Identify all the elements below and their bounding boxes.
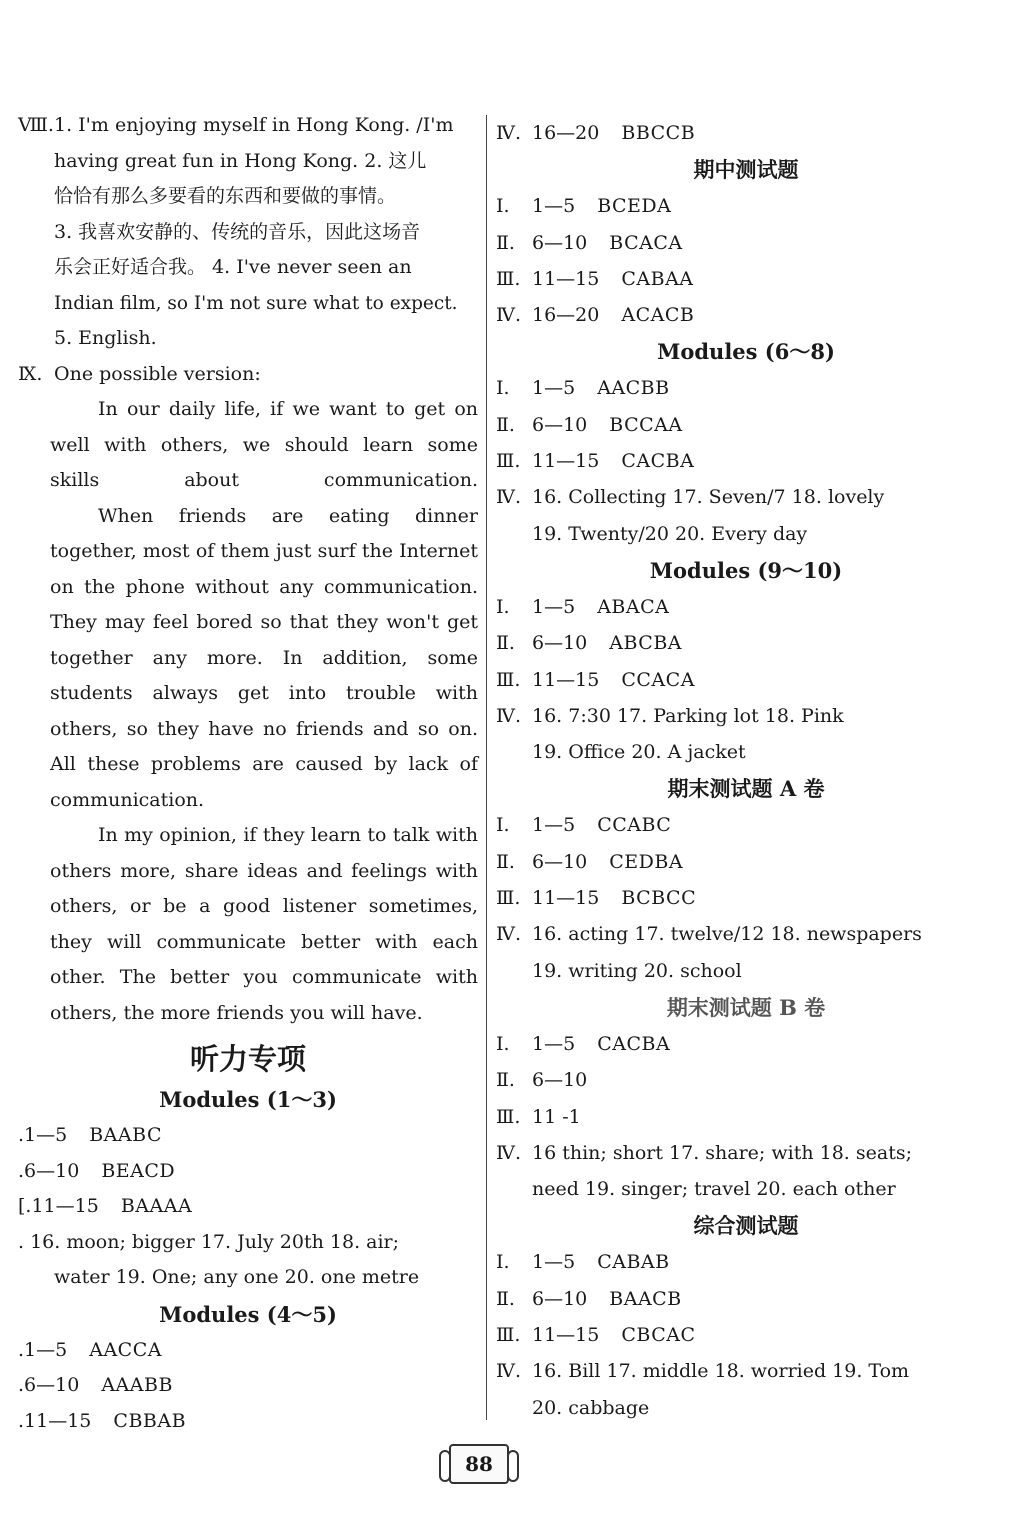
text-line: 16. acting 17. twelve/12 18. newspapers [532,923,922,946]
roman-label: Ⅳ. [496,704,522,727]
left-column [18,108,478,1439]
text-line: 1. I'm enjoying myself in Hong Kong. /I'm [54,114,454,136]
text-line: water 19. One; any one 20. one metre [54,1266,420,1288]
text-line: . 16. moon; bigger 17. July 20th 18. air; [18,1230,400,1253]
right-column [496,115,996,1426]
modules-9-10 [496,552,996,770]
answer: CABAB [597,1251,670,1274]
roman-label: Ⅱ. [496,231,515,254]
essay-intro: One possible version: [54,362,261,385]
answer: AACCA [89,1338,162,1361]
answer: CACBA [621,450,695,473]
final-test-b [496,989,996,1207]
range: 6—10 [532,850,588,873]
range: 6—10 [532,231,588,254]
listening-title: 听力专项 [189,1042,306,1076]
range: 11—15 [532,267,600,290]
text-line: 16. Bill 17. middle 18. worried 19. Tom [532,1360,910,1383]
range: 11—15 [532,450,600,473]
section-ix [18,357,478,1032]
modules-1-3 [18,1081,478,1296]
roman-label: Ⅳ. [496,1360,522,1383]
answer: BAAAA [120,1195,193,1217]
text-line: 5. English. [54,327,157,349]
text-line: 3. 我喜欢安静的、传统的音乐，因此这场音 [54,220,421,243]
range: 11 -1 [532,1105,581,1128]
text-line: 恰恰有那么多要看的东西和要做的事情。 [54,185,397,207]
page-number: 88 [449,1444,509,1484]
answer: BEACD [101,1159,176,1182]
range: .1—5 [18,1124,68,1146]
answer: ACACB [621,304,695,327]
answer-row [496,115,996,151]
section-viii [18,108,478,357]
range: 11—15 [532,887,600,910]
roman-label: Ⅷ. [18,114,54,136]
answer: BCBCC [621,887,697,910]
section-title: 期末测试题 A 卷 [667,776,825,802]
roman-label: Ⅱ. [496,413,515,436]
roman-label: Ⅳ. [496,304,522,327]
answer: ABCBA [609,632,683,655]
answer: CBCAC [621,1324,696,1347]
section-title: Modules (6～8) [657,339,835,365]
text-line: need 19. singer; travel 20. each other [532,1178,896,1201]
section-title: 期末测试题 B 卷 [666,994,826,1020]
text-line: Indian film, so I'm not sure what to expect. [54,292,458,314]
range: .6—10 [18,1374,80,1396]
midterm-section [496,151,996,333]
answer: AACBB [597,377,670,400]
roman-label: Ⅰ. [496,1032,510,1055]
roman-label: Ⅲ. [496,1324,521,1347]
modules-6-8 [496,333,996,551]
text-line: 16 thin; short 17. share; with 18. seats; [532,1141,912,1164]
text-line: 19. writing 20. school [532,959,742,982]
section-title: Modules (1～3) [159,1087,337,1112]
answer: BAABC [89,1124,162,1146]
range: 1—5 [532,195,576,218]
range: 6—10 [532,1287,588,1310]
roman-label: Ⅱ. [496,850,515,873]
roman-label: Ⅲ. [496,450,521,473]
answer: CABAA [621,267,694,290]
essay-paragraph: When friends are eating dinner together, most of them just surf the Internet on the phone without any communication. They may feel bored so that they won't get together any more. In addition, some students always get into trouble with others, so they have no friends and so on. All these problems are caused by lack of communication. [50,504,478,811]
text-line: 乐会正好适合我。 4. I've never seen an [54,256,412,278]
answer: CACBA [597,1032,671,1055]
roman-label: Ⅳ. [496,122,522,144]
essay-paragraph: In my opinion, if they learn to talk with others more, share ideas and feelings with others, or be a good listener sometimes, they will communicate better with each other. The better you communicate with others, the more friends you will have. [50,824,478,1024]
answer: ABACA [597,595,670,618]
roman-label: Ⅲ. [496,668,521,691]
range: 11—15 [532,1324,600,1347]
answer: CBBAB [113,1409,187,1432]
range: 11—15 [532,668,600,691]
range: 16—20 [532,304,600,327]
roman-label: Ⅸ. [18,362,43,385]
answer: BBCCB [621,122,696,144]
text-line: 19. Twenty/20 20. Every day [532,522,808,545]
roman-label: Ⅰ. [496,377,510,400]
roman-label: Ⅳ. [496,923,522,946]
text-line: 20. cabbage [532,1396,650,1419]
answer: AAABB [101,1374,173,1396]
roman-label: Ⅱ. [496,1069,515,1092]
answer: BCCAA [609,413,683,436]
section-title: 期中测试题 [693,157,799,183]
answer: CCABC [597,814,672,837]
answer: CCACA [621,668,695,691]
answer: CEDBA [609,850,684,873]
range: 6—10 [532,1069,588,1092]
range: .1—5 [18,1338,68,1361]
range: 6—10 [532,413,588,436]
range: 1—5 [532,1032,576,1055]
section-title: Modules (4～5) [159,1301,337,1327]
text-line: 19. Office 20. A jacket [532,741,746,764]
roman-label: Ⅲ. [496,1105,521,1128]
range: 16—20 [532,122,600,144]
section-title: Modules (9～10) [649,557,843,583]
range: 1—5 [532,1251,576,1274]
final-test-a [496,770,996,988]
roman-label: Ⅳ. [496,1141,522,1164]
roman-label: Ⅰ. [496,814,510,837]
roman-label: Ⅰ. [496,195,510,218]
answer: BCACA [609,231,683,254]
range: 6—10 [532,632,588,655]
column-divider [486,115,487,1420]
roman-label: Ⅱ. [496,632,515,655]
range: .6—10 [18,1159,80,1182]
answer: BCEDA [597,195,672,218]
answer: BAACB [609,1287,682,1310]
roman-label: Ⅳ. [496,486,522,509]
text-line: 16. 7:30 17. Parking lot 18. Pink [532,704,844,727]
roman-label: Ⅲ. [496,887,521,910]
range: [.11—15 [18,1195,99,1217]
range: .11—15 [18,1409,92,1432]
section-title: 综合测试题 [693,1213,799,1239]
text-line: 16. Collecting 17. Seven/7 18. lovely [532,486,885,509]
roman-label: Ⅰ. [496,1251,510,1274]
roman-label: Ⅲ. [496,267,521,290]
range: 1—5 [532,814,576,837]
roman-label: Ⅱ. [496,1287,515,1310]
range: 1—5 [532,595,576,618]
modules-4-5 [18,1296,478,1440]
roman-label: Ⅰ. [496,595,510,618]
range: 1—5 [532,377,576,400]
comprehensive-test [496,1207,996,1425]
essay-paragraph: In our daily life, if we want to get on well with others, we should learn some skills about communication. [50,398,478,491]
text-line: having great fun in Hong Kong. 2. 这儿 [54,149,427,172]
